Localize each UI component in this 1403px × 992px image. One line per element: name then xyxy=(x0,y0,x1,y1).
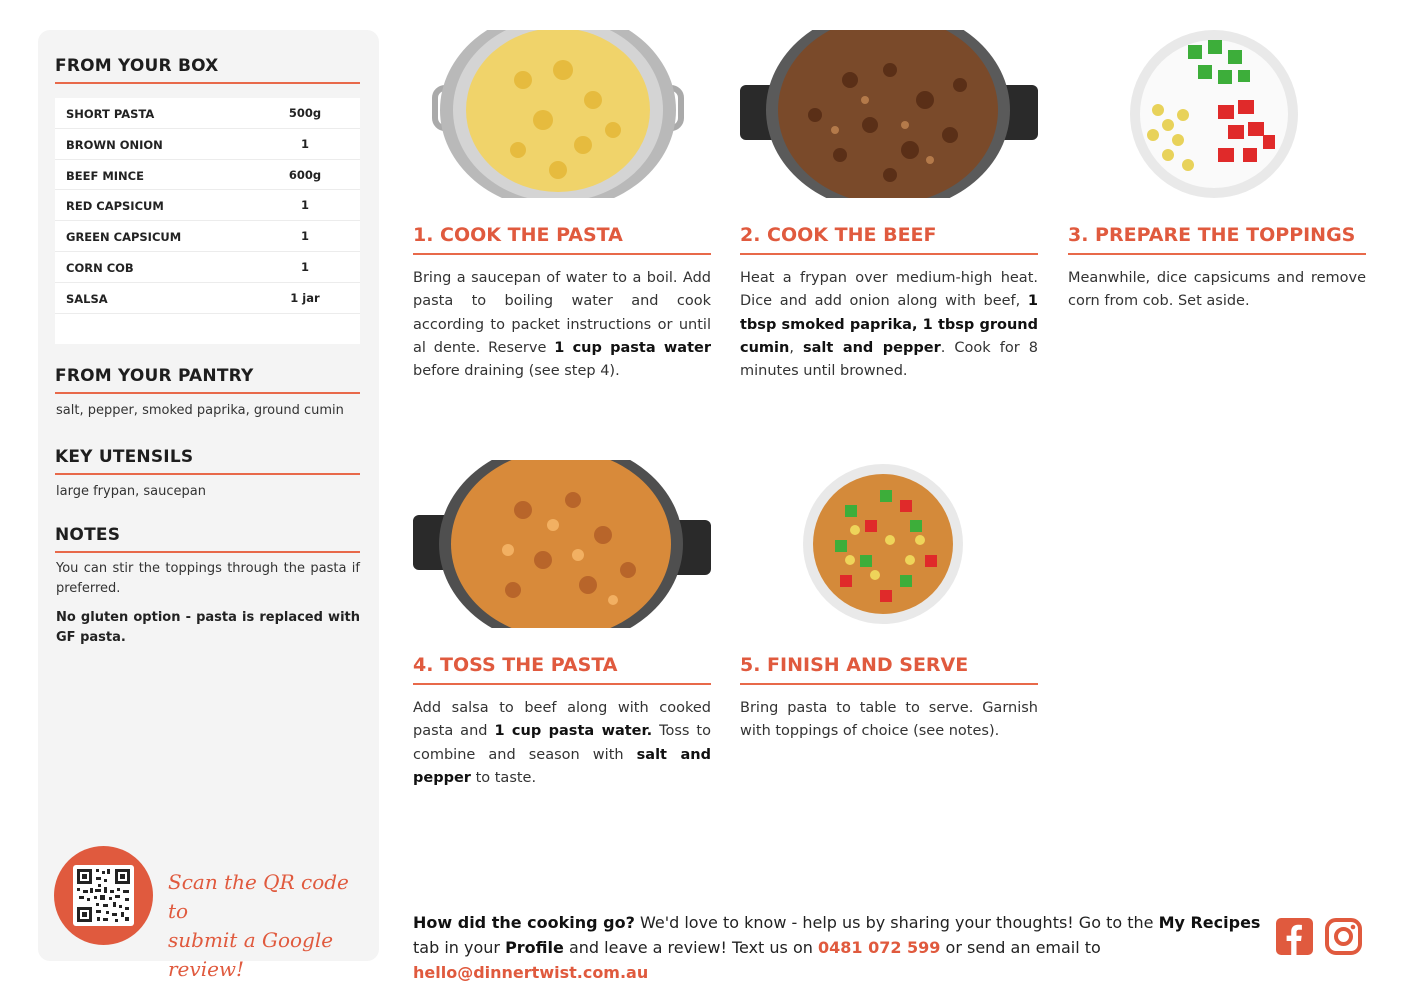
divider xyxy=(413,683,711,685)
pantry-title: FROM YOUR PANTRY xyxy=(55,366,254,386)
divider xyxy=(55,82,360,84)
ingredient-name: SHORT PASTA xyxy=(66,107,155,121)
divider xyxy=(740,253,1038,255)
step-text-part: Add salsa to beef along with cooked pasta and xyxy=(413,700,711,740)
notes-text: You can stir the toppings through the pasta if preferred. xyxy=(56,561,360,596)
pasta-pot-image xyxy=(413,30,711,198)
footer-text: tab in your xyxy=(413,938,506,957)
table-row xyxy=(55,252,360,283)
footer-text: We'd love to know - help us by sharing your thoughts! Go to the xyxy=(634,913,1159,932)
step-1-text xyxy=(413,267,711,383)
table-row xyxy=(55,221,360,252)
notes-title: NOTES xyxy=(55,525,121,545)
facebook-icon[interactable] xyxy=(1276,918,1313,955)
step-text-part: , xyxy=(789,339,803,356)
utensils-text: large frypan, saucepan xyxy=(56,484,206,499)
step-4-title: 4. TOSS THE PASTA xyxy=(413,654,618,676)
step-text-bold: 1 tbsp smoked paprika, 1 tbsp ground cumin xyxy=(740,293,1038,356)
qr-badge[interactable] xyxy=(54,846,153,945)
qr-code[interactable] xyxy=(73,865,134,926)
step-text-bold: 1 cup pasta water xyxy=(554,339,712,356)
finished-dish-image xyxy=(740,460,1038,628)
divider xyxy=(740,683,1038,685)
step-2-title: 2. COOK THE BEEF xyxy=(740,224,937,246)
ingredient-qty: 600g xyxy=(288,167,322,182)
divider xyxy=(413,253,711,255)
table-row xyxy=(55,283,360,314)
beef-frypan-image xyxy=(740,30,1038,198)
instagram-icon[interactable] xyxy=(1325,918,1362,955)
my-recipes-link: My Recipes xyxy=(1158,913,1261,932)
pantry-text: salt, pepper, smoked paprika, ground cumin xyxy=(56,403,344,418)
qr-caption-line2: submit a Google review! xyxy=(168,928,334,981)
ingredient-qty: 500g xyxy=(288,106,322,120)
step-text-part: to taste. xyxy=(470,769,537,786)
table-row xyxy=(55,98,360,129)
ingredient-qty: 1 xyxy=(300,259,309,274)
utensils-title: KEY UTENSILS xyxy=(55,447,194,467)
step-4-text xyxy=(413,697,711,790)
table-row xyxy=(55,160,360,191)
toppings-plate-image xyxy=(1068,30,1366,198)
ingredient-qty: 1 xyxy=(300,229,309,244)
ingredient-name: RED CAPSICUM xyxy=(66,199,164,214)
ingredient-qty: 1 xyxy=(300,198,309,213)
divider xyxy=(55,473,360,475)
step-5-text xyxy=(740,697,1038,744)
ingredient-name: BEEF MINCE xyxy=(66,168,144,183)
ingredient-name: SALSA xyxy=(66,291,108,306)
ingredient-name: BROWN ONION xyxy=(66,137,163,152)
step-text-part: . Cook for 8 minutes until browned. xyxy=(740,339,1038,380)
email-link[interactable]: hello@dinnertwist.com.au xyxy=(413,963,649,982)
ingredients-table xyxy=(55,98,360,344)
step-text-part: Bring a saucepan of water to a boil. Add pasta to boiling water and cook according to packet instructions or until al dente. Reserve xyxy=(413,270,711,356)
ingredient-name: GREEN CAPSICUM xyxy=(66,230,182,245)
footer-question: How did the cooking go? xyxy=(413,913,635,932)
divider xyxy=(1068,253,1366,255)
step-5-title: 5. FINISH AND SERVE xyxy=(740,654,969,676)
divider xyxy=(55,392,360,394)
qr-caption xyxy=(168,868,368,984)
step-text-bold: salt and pepper xyxy=(803,339,941,356)
step-text-part: before draining (see step 4). xyxy=(413,363,620,380)
ingredient-qty: 1 jar xyxy=(290,290,320,305)
step-1-title: 1. COOK THE PASTA xyxy=(413,224,623,246)
feedback-footer xyxy=(413,910,1263,985)
ingredients-sidebar xyxy=(38,30,379,981)
step-3-text xyxy=(1068,267,1366,314)
step-text-part: Bring pasta to table to serve. Garnish with toppings of choice (see notes). xyxy=(740,700,1038,740)
ingredient-name: CORN COB xyxy=(66,260,134,275)
footer-text: or send an email to xyxy=(940,938,1101,957)
table-row xyxy=(55,129,360,160)
ingredient-qty: 1 xyxy=(300,136,309,151)
step-text-part: Heat a frypan over medium-high heat. Dice and add onion along with beef, xyxy=(740,270,1038,310)
step-3-title: 3. PREPARE THE TOPPINGS xyxy=(1068,224,1356,246)
profile-link: Profile xyxy=(505,938,564,957)
step-2-text xyxy=(740,267,1038,383)
table-row xyxy=(55,190,360,221)
step-text-part: Toss to combine and season with xyxy=(413,723,711,763)
step-text-part: Meanwhile, dice capsicums and remove corn from cob. Set aside. xyxy=(1068,270,1366,310)
phone-link[interactable]: 0481 072 599 xyxy=(817,938,941,957)
divider xyxy=(55,551,360,553)
toss-pasta-image xyxy=(413,460,711,628)
qr-caption-line1: Scan the QR code to xyxy=(168,870,349,923)
step-text-bold: 1 cup pasta water. xyxy=(494,723,653,740)
footer-text: and leave a review! Text us on xyxy=(563,938,818,957)
notes-gluten-text: No gluten option - pasta is replaced with GF pasta. xyxy=(56,610,360,645)
step-text-bold: salt and pepper xyxy=(413,746,711,786)
from-your-box-title: FROM YOUR BOX xyxy=(55,56,219,76)
